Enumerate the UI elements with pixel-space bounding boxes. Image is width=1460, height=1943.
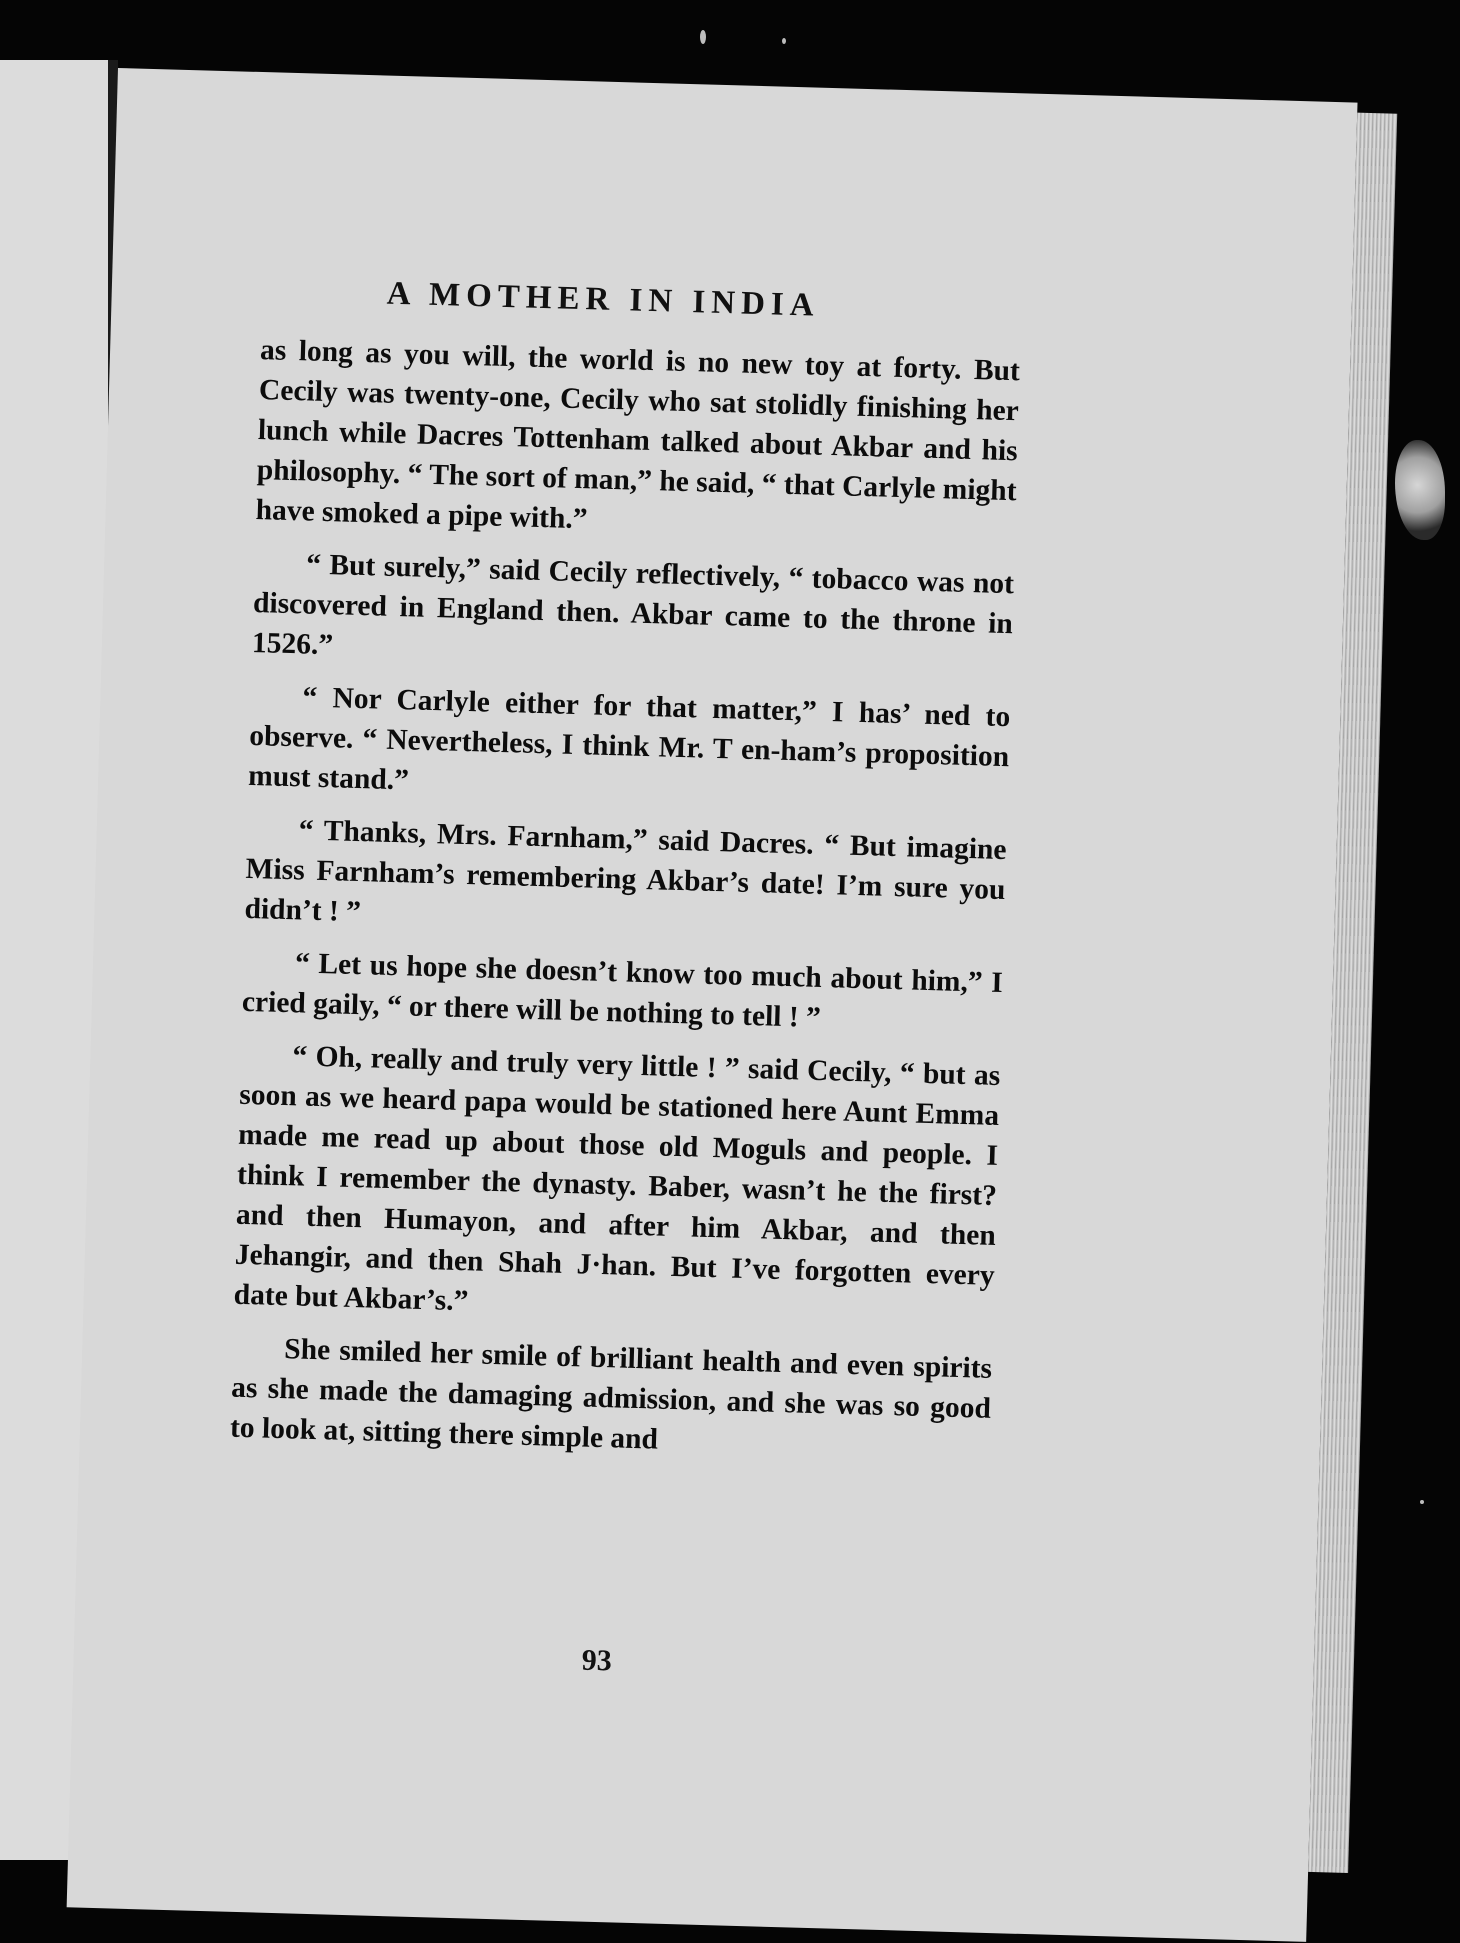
book-page xyxy=(67,68,1358,1942)
dust-speck xyxy=(1420,1500,1424,1504)
paragraph: She smiled her smile of brilliant health and even spirits as she made the damaging admission, and she was so good to look at, sitting there simple and xyxy=(229,1333,993,1456)
paragraph: “ Let us hope she doesn’t know too much about him,” I cried gaily, “ or there will be nothing to tell ! ” xyxy=(241,947,1004,1034)
paragraph: “ Thanks, Mrs. Farnham,” said Dacres. “ But imagine Miss Farnham’s remembering Akbar’s date! I’m sure you didn’t ! ” xyxy=(244,814,1007,929)
paragraph: “ But surely,” said Cecily reflectively, “ tobacco was not discovered in England then. Akbar came to the throne in 1526.” xyxy=(251,548,1015,662)
dust-speck xyxy=(782,38,786,44)
running-head: A MOTHER IN INDIA xyxy=(386,275,821,324)
paragraph: as long as you will, the world is no new toy at forty. But Cecily was twenty-one, Cecily who sat stolidly finishing her lunch while Dacres Tottenham talked about Akbar and his philosophy. “ The sort of man,” he said, “ that Carlyle might have smoked a pipe with.” xyxy=(255,334,1021,536)
page-stain xyxy=(1395,440,1445,540)
paragraph: “ Nor Carlyle either for that matter,” I has’ ned to observe. “ Nevertheless, I think Mr. T en-ham’s proposition must stand.” xyxy=(247,681,1011,797)
paragraph: “ Oh, really and truly very little ! ” said Cecily, “ but as soon as we heard papa would be stationed here Aunt Emma made me read up about those old Moguls and people. I think I remember the dynasty. Baber, wasn’t he the first? and then Humayon, and after him Akbar, and then Jehangir, and then Shah J·han. But I’ve forgotten every date but Akbar’s.” xyxy=(233,1040,1001,1318)
page-number: 93 xyxy=(581,1643,613,1678)
dust-speck xyxy=(700,30,706,44)
body-text xyxy=(229,330,1020,1482)
page-edges xyxy=(1308,113,1397,1873)
